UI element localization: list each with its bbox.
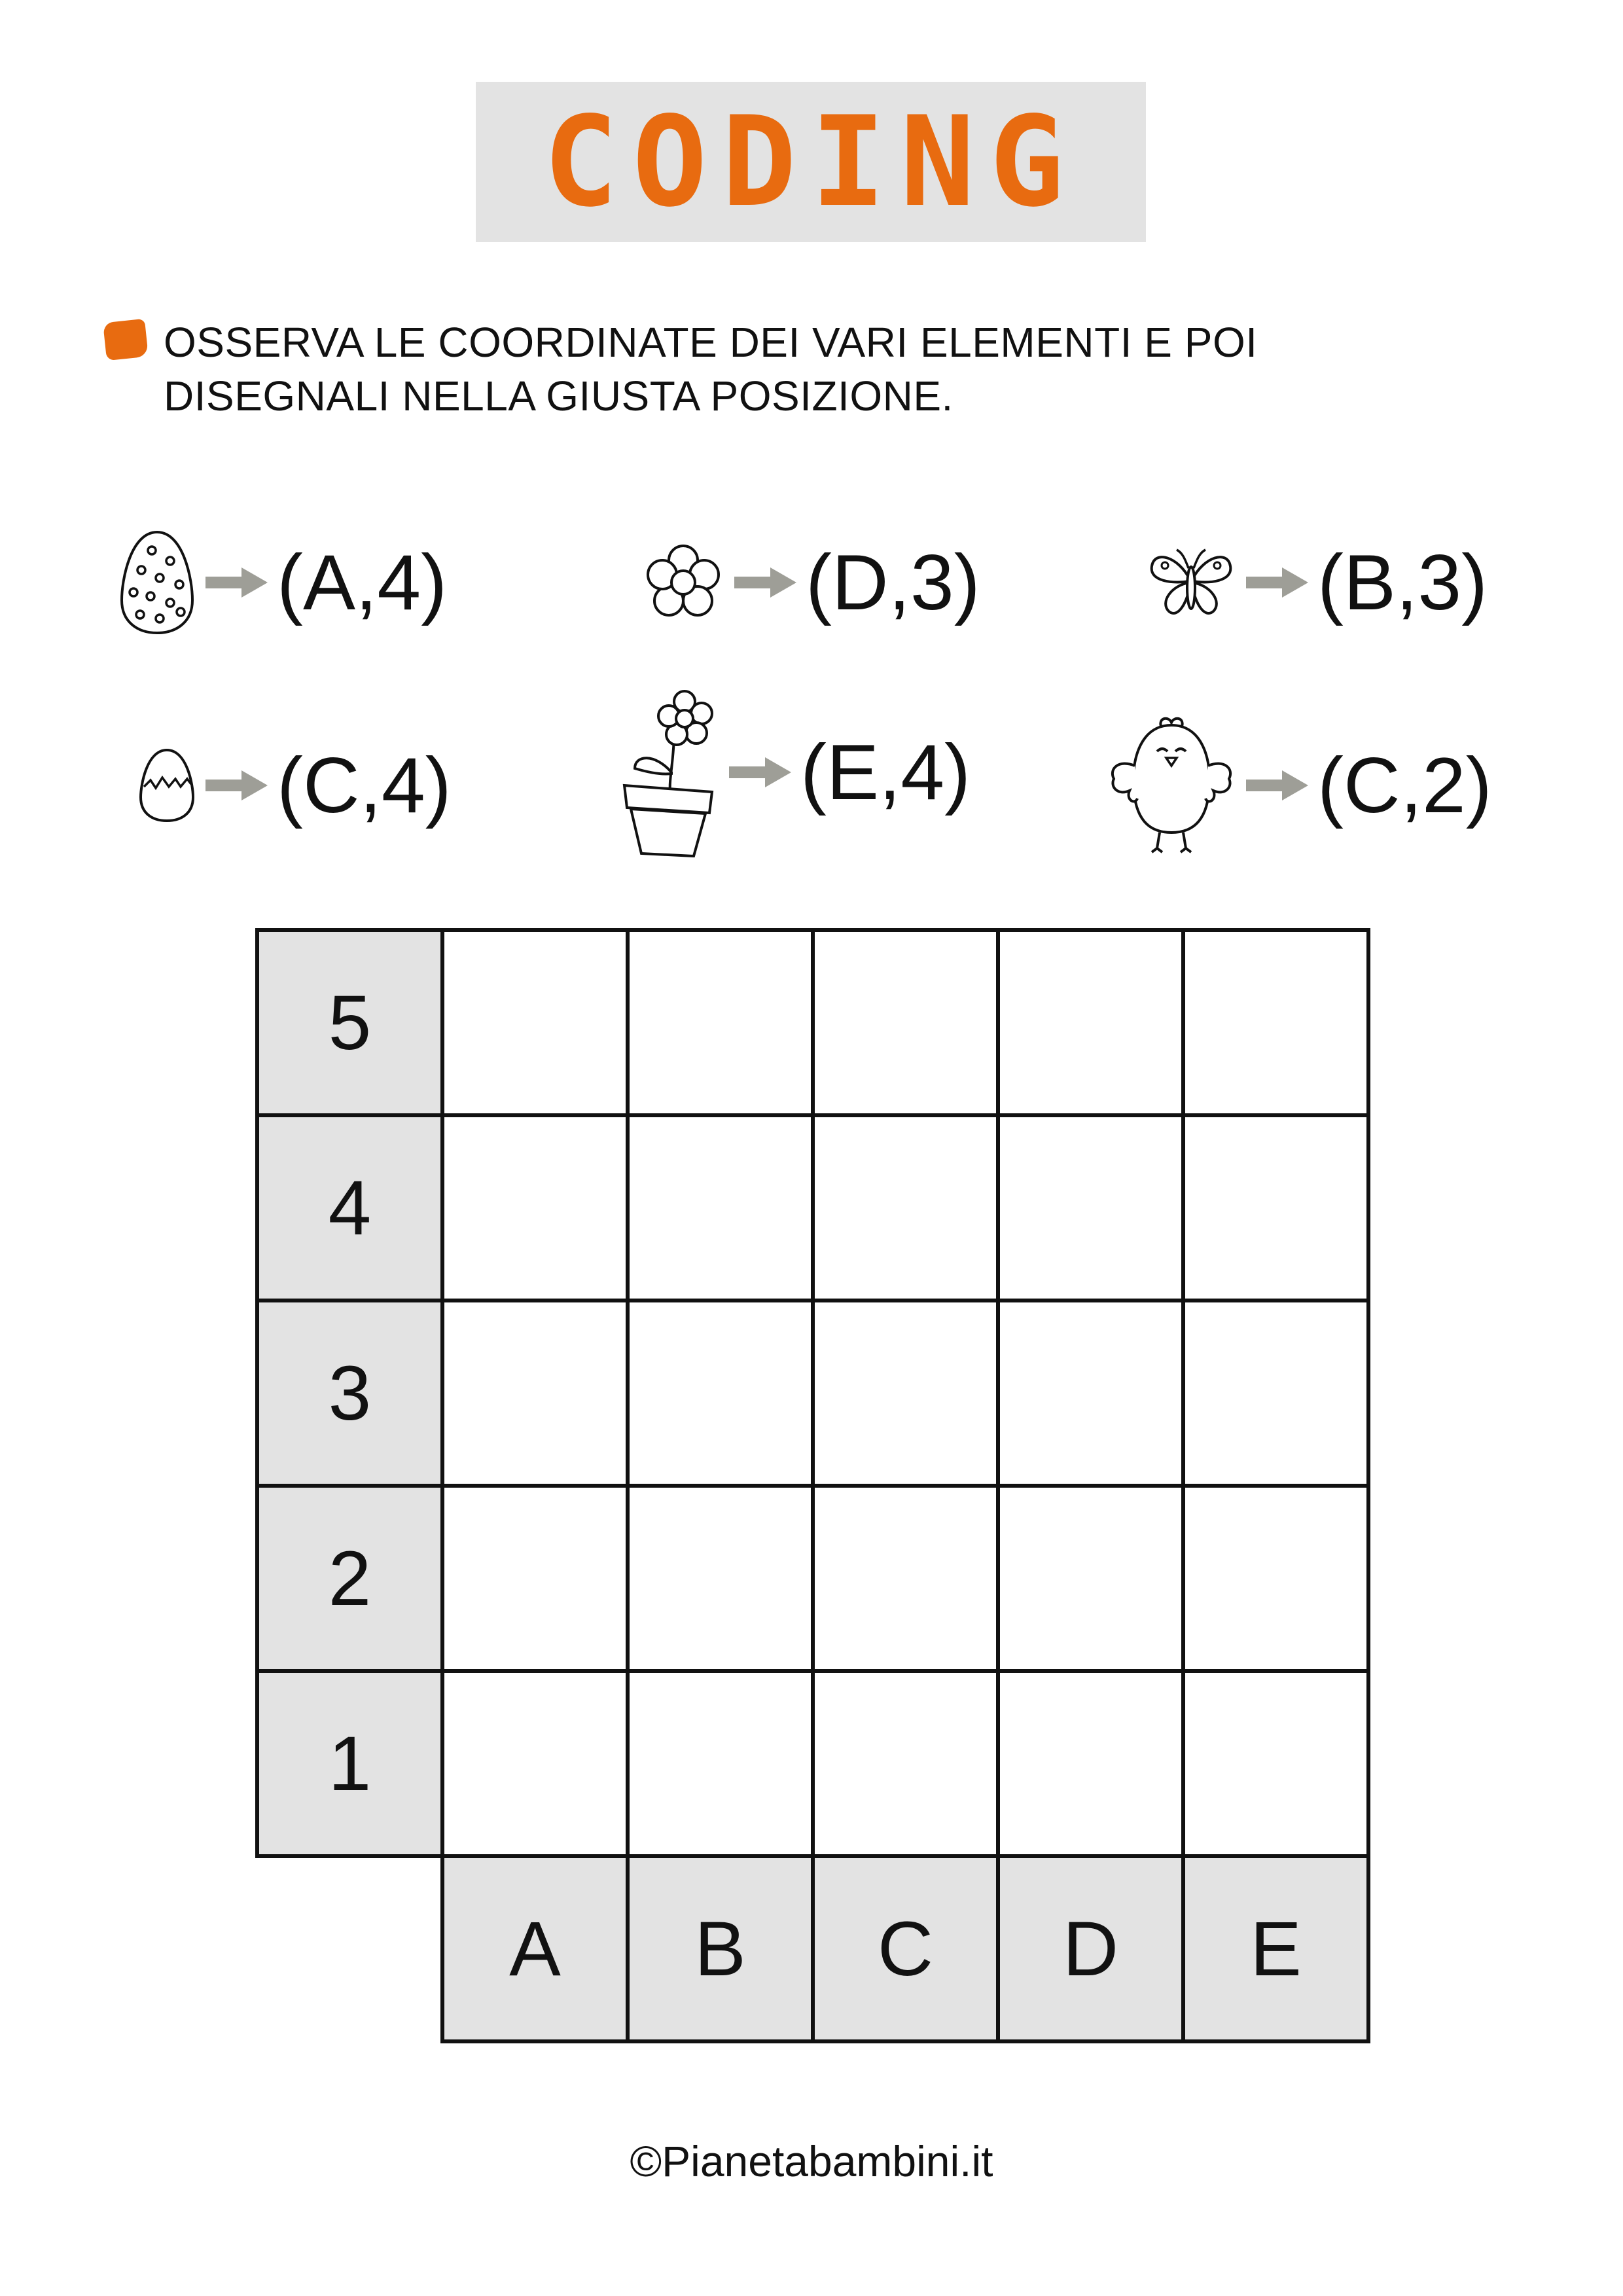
- grid-cell[interactable]: [811, 1113, 1000, 1302]
- coordinate-grid: [255, 928, 1368, 2049]
- arrow-icon: [205, 769, 268, 802]
- arrow-icon: [1246, 769, 1308, 802]
- clue-coordinate: (B,3): [1317, 539, 1488, 626]
- clue-item: [137, 713, 452, 857]
- arrow-icon: [734, 566, 796, 599]
- grid-cell[interactable]: [811, 1669, 1000, 1858]
- grid-cell[interactable]: [1181, 1484, 1370, 1673]
- grid-cell[interactable]: [996, 1484, 1185, 1673]
- row-label: 4: [255, 1113, 444, 1302]
- grid-cell[interactable]: [626, 1484, 815, 1673]
- instructions: [164, 315, 1258, 423]
- grid-cell[interactable]: [996, 1113, 1185, 1302]
- page-title: CODING: [543, 89, 1079, 234]
- clue-item: [622, 700, 971, 844]
- grid-cell[interactable]: [626, 1669, 815, 1858]
- grid-cell[interactable]: [1181, 928, 1370, 1117]
- clue-item: [1106, 713, 1492, 857]
- flower-icon: [641, 541, 725, 624]
- bullet-icon: [103, 319, 149, 361]
- clue-item: [118, 511, 447, 655]
- grid-cell[interactable]: [1181, 1669, 1370, 1858]
- grid-cell[interactable]: [1181, 1299, 1370, 1488]
- arrow-icon: [1246, 566, 1308, 599]
- instructions-line-1: OSSERVA LE COORDINATE DEI VARI ELEMENTI E POI: [164, 319, 1258, 366]
- copyright-footer: ©Pianetabambini.it: [630, 2137, 993, 2185]
- clue-coordinate: (A,4): [277, 539, 448, 626]
- arrow-icon: [729, 756, 791, 789]
- arrow-icon: [205, 566, 268, 599]
- grid-cell[interactable]: [996, 1299, 1185, 1488]
- column-label: B: [626, 1854, 815, 2043]
- clue-coordinate: (D,3): [806, 539, 980, 626]
- instructions-line-2: DISEGNALI NELLA GIUSTA POSIZIONE.: [164, 372, 954, 420]
- grid-cell[interactable]: [811, 1484, 1000, 1673]
- row-label: 1: [255, 1669, 444, 1858]
- clue-item: [641, 511, 980, 655]
- grid-cell[interactable]: [811, 1299, 1000, 1488]
- grid-cell[interactable]: [626, 1113, 815, 1302]
- column-label: D: [996, 1854, 1185, 2043]
- row-label: 2: [255, 1484, 444, 1673]
- chick-icon: [1106, 713, 1237, 857]
- grid-cell[interactable]: [440, 1484, 630, 1673]
- grid-cell[interactable]: [440, 928, 630, 1117]
- grid-cell[interactable]: [811, 928, 1000, 1117]
- clue-coordinate: (C,4): [277, 742, 452, 829]
- butterfly-icon: [1145, 543, 1237, 622]
- cracked-egg-icon: [137, 746, 196, 825]
- row-label: 5: [255, 928, 444, 1117]
- grid-cell[interactable]: [996, 1669, 1185, 1858]
- clue-coordinate: (E,4): [800, 728, 971, 816]
- grid-cell[interactable]: [1181, 1113, 1370, 1302]
- grid-cell[interactable]: [626, 928, 815, 1117]
- grid-cell[interactable]: [440, 1299, 630, 1488]
- potted-flower-icon: [622, 687, 720, 857]
- column-label: E: [1181, 1854, 1370, 2043]
- grid-cell[interactable]: [996, 928, 1185, 1117]
- grid-cell[interactable]: [626, 1299, 815, 1488]
- grid-cell[interactable]: [440, 1669, 630, 1858]
- clue-coordinate: (C,2): [1317, 742, 1492, 829]
- column-label: A: [440, 1854, 630, 2043]
- grid-cell[interactable]: [440, 1113, 630, 1302]
- row-label: 3: [255, 1299, 444, 1488]
- column-label: C: [811, 1854, 1000, 2043]
- title-banner: [476, 82, 1146, 242]
- decorated-egg-icon: [118, 527, 196, 638]
- clue-item: [1145, 511, 1488, 655]
